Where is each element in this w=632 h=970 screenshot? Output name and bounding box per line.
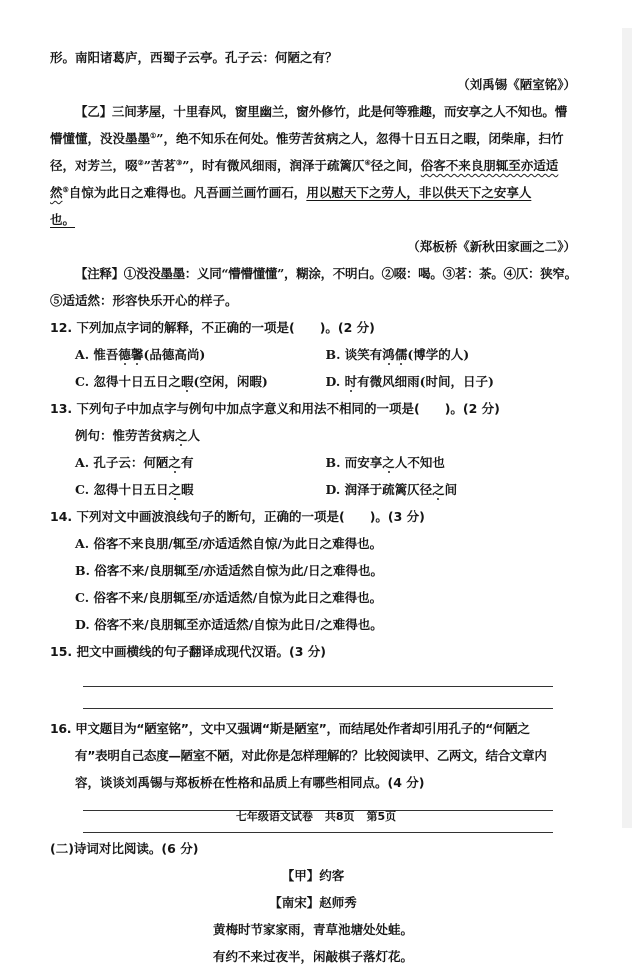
question-13-options-row-2 bbox=[50, 476, 576, 503]
page-number: 第5页 bbox=[366, 810, 397, 823]
dotted-char: 鸿 bbox=[382, 347, 395, 362]
wavy-underlined-sentence: 俗客不来良朋辄至亦适适 bbox=[420, 158, 559, 173]
question-15-stem: 15. 把文中画横线的句子翻译成现代汉语。(3 分) bbox=[50, 644, 326, 659]
question-12-option-b[interactable] bbox=[326, 341, 577, 368]
option-text: 有 bbox=[180, 455, 194, 470]
section-2-heading: (二)诗词对比阅读。(6 分) bbox=[50, 841, 199, 856]
dotted-char: 德 bbox=[118, 347, 131, 362]
question-14-option-b[interactable]: B. 俗客不来/良朋辄至/亦适适然自惊为此/日之难得也。 bbox=[75, 563, 383, 578]
dotted-char: 时 bbox=[344, 374, 358, 389]
dotted-word bbox=[181, 374, 194, 389]
option-text: 润泽于疏篱仄径 bbox=[344, 482, 433, 497]
option-label: D. bbox=[325, 374, 345, 389]
question-14-option-c[interactable]: C. 俗客不来/良朋辄至/亦适适然/自惊为此日之难得也。 bbox=[75, 590, 383, 605]
option-label: C. bbox=[75, 482, 94, 497]
underlined-sentence: 用以慰天下之劳人，非以供天下之安享人 bbox=[306, 185, 532, 200]
question-14-option-a[interactable]: A. 俗客不来良朋/辄至/亦适适然自惊/为此日之难得也。 bbox=[75, 536, 383, 551]
option-text: 间 bbox=[444, 482, 458, 497]
text: 径之间， bbox=[370, 158, 421, 173]
example-text: 人 bbox=[187, 428, 201, 443]
question-12-options-row-1 bbox=[50, 341, 576, 368]
text: ”苦茗 bbox=[143, 158, 176, 173]
poem-line-2: 有约不来过夜半，闲敲棋子落灯花。 bbox=[212, 949, 413, 964]
option-gloss: (品德高尚) bbox=[143, 347, 206, 362]
dotted-char: 之 bbox=[168, 455, 181, 470]
text: 自惊为此日之难得也。凡吾画兰画竹画石， bbox=[68, 185, 307, 200]
option-gloss: (博学的人) bbox=[407, 347, 470, 362]
dotted-char: 之 bbox=[175, 428, 188, 443]
footnote-mark: ③ bbox=[176, 157, 183, 167]
text: 懵懂懂，没没墨墨 bbox=[50, 131, 151, 146]
poem-line-1: 黄梅时节家家雨，青草池塘处处蛙。 bbox=[212, 922, 413, 937]
question-12-option-a[interactable] bbox=[75, 341, 326, 368]
option-text: 人不知也 bbox=[394, 455, 445, 470]
notes-line-2: ⑤适适然：形容快乐开心的样子。 bbox=[50, 293, 238, 308]
passage-yi-line-1: 【乙】三间茅屋，十里春风，窗里幽兰，窗外修竹，此是何等雅趣，而安享之人不知也。懵 bbox=[75, 104, 568, 119]
footnote-mark: ① bbox=[150, 130, 157, 140]
passage-yi-line-5 bbox=[50, 206, 576, 233]
dotted-word bbox=[345, 374, 358, 389]
passage-yi-source: （郑板桥《新秋田家画之二》） bbox=[407, 239, 576, 254]
dotted-char: 之 bbox=[432, 482, 445, 497]
exam-page bbox=[50, 0, 576, 970]
passage-jia-last-line: 形。南阳诸葛庐，西蜀子云亭。孔子云：何陋之有？ bbox=[50, 50, 338, 65]
question-16-line-1: 16. 甲文题目为“陋室铭”，文中又强调“斯是陋室”，而结尾处作者却引用孔子的“何陋之 bbox=[50, 721, 530, 736]
option-text: 忽得十日五日之 bbox=[93, 374, 181, 389]
question-14-stem: 14. 下列对文中画波浪线句子的断句，正确的一项是( )。(3 分) bbox=[50, 509, 425, 524]
question-16-line-2: 有”表明自己态度—陋室不陋，对此你是怎样理解的？比较阅读甲、乙两文，结合文章内 bbox=[75, 748, 547, 763]
question-13-option-a[interactable] bbox=[75, 449, 326, 476]
passage-yi-line-2 bbox=[50, 125, 576, 152]
option-label: C. bbox=[75, 374, 94, 389]
option-text: 惟吾 bbox=[93, 347, 119, 362]
option-gloss: 有微风细雨(时间，日子) bbox=[357, 374, 494, 389]
dotted-char: 之 bbox=[382, 455, 395, 470]
option-text: 忽得十日五日 bbox=[93, 482, 169, 497]
question-14-option-d[interactable]: D. 俗客不来/良朋辄至亦适适然/自惊为此日/之难得也。 bbox=[75, 617, 383, 632]
question-16-line-3: 容，谈谈刘禹锡与郑板桥在性格和品质上有哪些相同点。(4 分) bbox=[75, 775, 425, 790]
wavy-underlined-sentence: 然 bbox=[50, 185, 63, 200]
poem-author: 【南宋】赵师秀 bbox=[269, 895, 357, 910]
page-edge bbox=[622, 28, 632, 828]
example-text: 例句：惟劳苦贫病 bbox=[75, 428, 176, 443]
passage-yi-line-4 bbox=[50, 179, 576, 206]
dotted-char: 儒 bbox=[394, 347, 408, 362]
question-13-options-row-1 bbox=[50, 449, 576, 476]
dotted-char: 暇 bbox=[180, 374, 194, 389]
dotted-char: 之 bbox=[168, 482, 181, 497]
option-text: 而安享 bbox=[344, 455, 383, 470]
text: 径，对芳兰，啜 bbox=[50, 158, 138, 173]
text: ”，绝不知乐在何处。惟劳苦贫病之人，忽得十日五日之暇，闭柴扉，扫竹 bbox=[156, 131, 564, 146]
option-text: 孔子云：何陋 bbox=[93, 455, 169, 470]
question-12-options-row-2 bbox=[50, 368, 576, 395]
question-12-option-d[interactable] bbox=[326, 368, 577, 395]
dotted-word bbox=[382, 347, 407, 362]
footnote-mark: ② bbox=[137, 157, 144, 167]
question-13-stem: 13. 下列句子中加点字与例句中加点字意义和用法不相同的一项是( )。(2 分) bbox=[50, 401, 500, 416]
underlined-sentence: 也。 bbox=[50, 212, 76, 227]
text: ”，时有微风细雨，润泽于疏篱仄 bbox=[182, 158, 365, 173]
question-12-stem: 12. 下列加点字词的解释，不正确的一项是( )。(2 分) bbox=[50, 320, 375, 335]
question-13-option-c[interactable] bbox=[75, 476, 326, 503]
dotted-char: 馨 bbox=[130, 347, 144, 362]
question-13-example bbox=[50, 422, 576, 449]
option-label: B. bbox=[325, 347, 345, 362]
dotted-word bbox=[118, 347, 143, 362]
passage-yi-line-3 bbox=[50, 152, 576, 179]
exam-name: 七年级语文试卷 bbox=[235, 810, 313, 823]
footnote-mark: ⑤ bbox=[62, 184, 69, 194]
question-12-option-c[interactable] bbox=[75, 368, 326, 395]
option-label: D. bbox=[325, 482, 345, 497]
passage-jia-source: （刘禹锡《陋室铭》） bbox=[457, 77, 576, 92]
footnote-mark: ④ bbox=[364, 157, 371, 167]
option-label: B. bbox=[325, 455, 345, 470]
question-13-option-b[interactable] bbox=[326, 449, 577, 476]
option-label: A. bbox=[75, 347, 94, 362]
total-pages: 共8页 bbox=[324, 810, 355, 823]
option-label: A. bbox=[75, 455, 94, 470]
option-gloss: (空闲，闲暇) bbox=[193, 374, 268, 389]
option-text: 谈笑有 bbox=[344, 347, 383, 362]
poem-title: 【甲】约客 bbox=[281, 868, 345, 883]
page-footer bbox=[0, 808, 632, 824]
notes-line-1: 【注释】①没没墨墨：义同“懵懵懂懂”，糊涂，不明白。②啜：喝。③茗：茶。④仄：狭窄。 bbox=[75, 266, 577, 281]
option-text: 暇 bbox=[180, 482, 194, 497]
question-13-option-d[interactable] bbox=[326, 476, 577, 503]
